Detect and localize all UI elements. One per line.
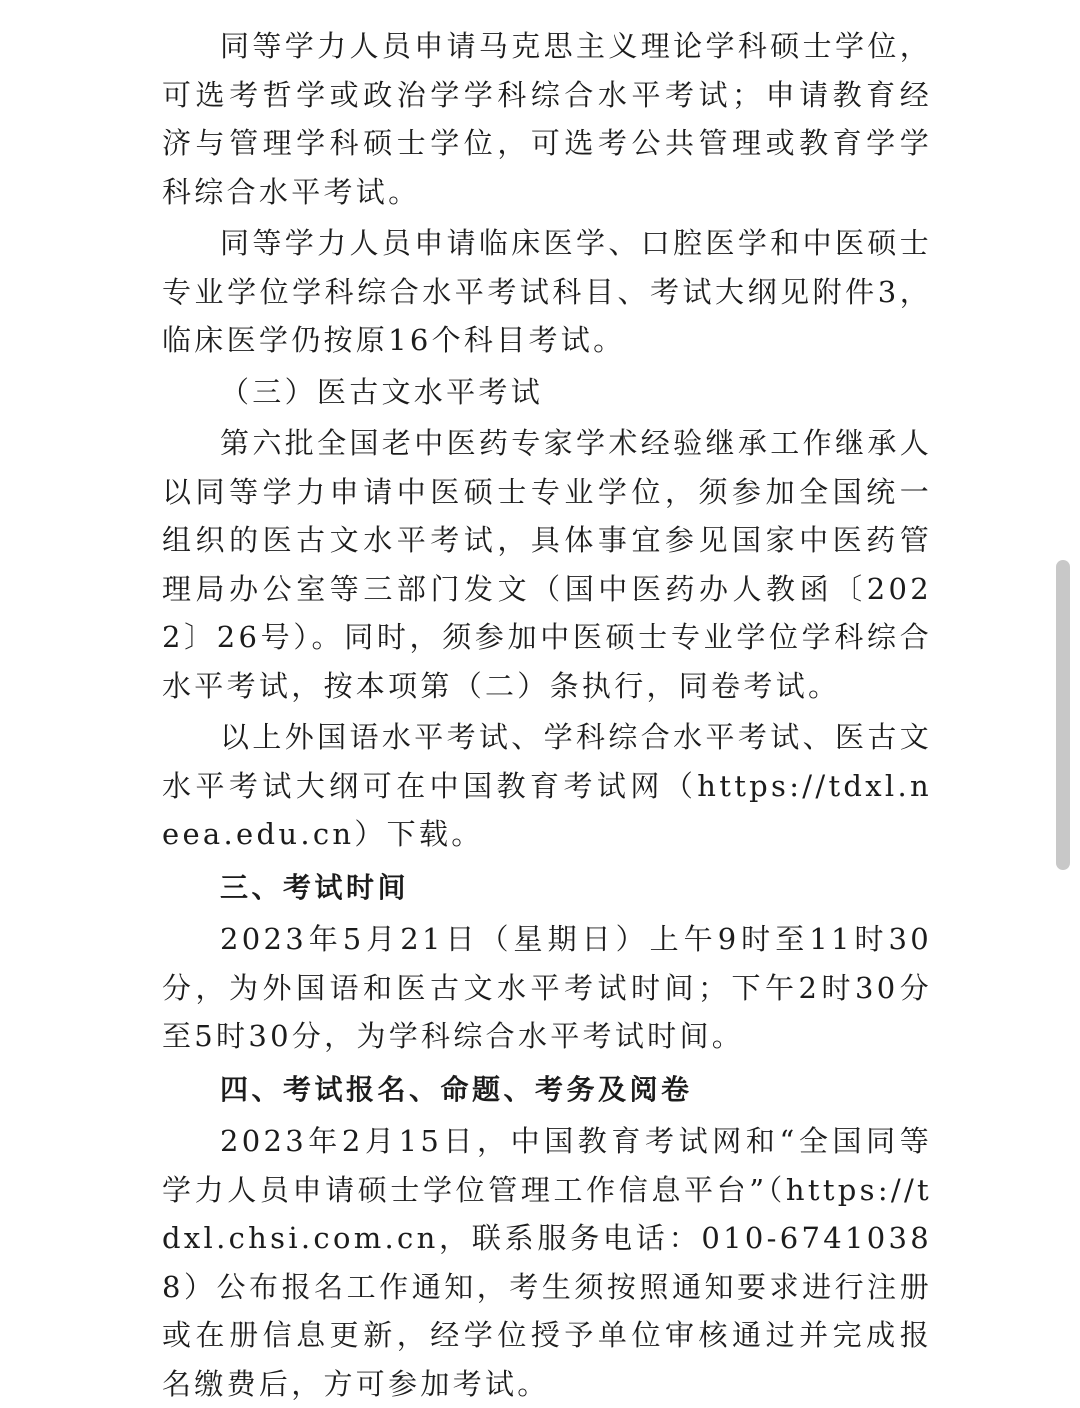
paragraph-marxism-exam-options: 同等学力人员申请马克思主义理论学科硕士学位，可选考哲学或政治学学科综合水平考试；申请教育经济与管理学科硕士学位，可选考公共管理或教育学学科综合水平考试。 [162, 29, 932, 209]
document-body [162, 22, 932, 1408]
paragraph-medical-exam-subjects: 同等学力人员申请临床医学、口腔医学和中医硕士专业学位学科综合水平考试科目、考试大纲见附件3，临床医学仍按原16个科目考试。 [162, 226, 932, 357]
subheading-classical-chinese-medicine-exam: （三）医古文水平考试 [220, 374, 544, 409]
section-heading-registration: 四、考试报名、命题、考务及阅卷 [220, 1072, 693, 1106]
paragraph-syllabus-download: 以上外国语水平考试、学科综合水平考试、医古文水平考试大纲可在中国教育考试网（https://tdxl.neea.edu.cn）下载。 [162, 720, 932, 851]
section-heading-exam-time: 三、考试时间 [220, 870, 410, 904]
paragraph-exam-schedule: 2023年5月21日（星期日）上午9时至11时30分，为外国语和医古文水平考试时间；下午2时30分至5时30分，为学科综合水平考试时间。 [162, 922, 932, 1053]
paragraph-classical-chinese-medicine-details: 第六批全国老中医药专家学术经验继承工作继承人以同等学力申请中医硕士专业学位，须参加全国统一组织的医古文水平考试，具体事宜参见国家中医药管理局办公室等三部门发文（国中医药办人教函〔2022〕26号）。同时，须参加中医硕士专业学位学科综合水平考试，按本项第（二）条执行，同卷考试。 [162, 426, 932, 703]
paragraph-registration-details: 2023年2月15日，中国教育考试网和“全国同等学力人员申请硕士学位管理工作信息平台”（https://tdxl.chsi.com.cn，联系服务电话：010-67410388）公布报名工作通知，考生须按照通知要求进行注册或在册信息更新，经学位授予单位审核通过并完成报名缴费后，方可参加考试。 [162, 1124, 932, 1401]
vertical-scrollbar-thumb[interactable] [1056, 560, 1070, 870]
